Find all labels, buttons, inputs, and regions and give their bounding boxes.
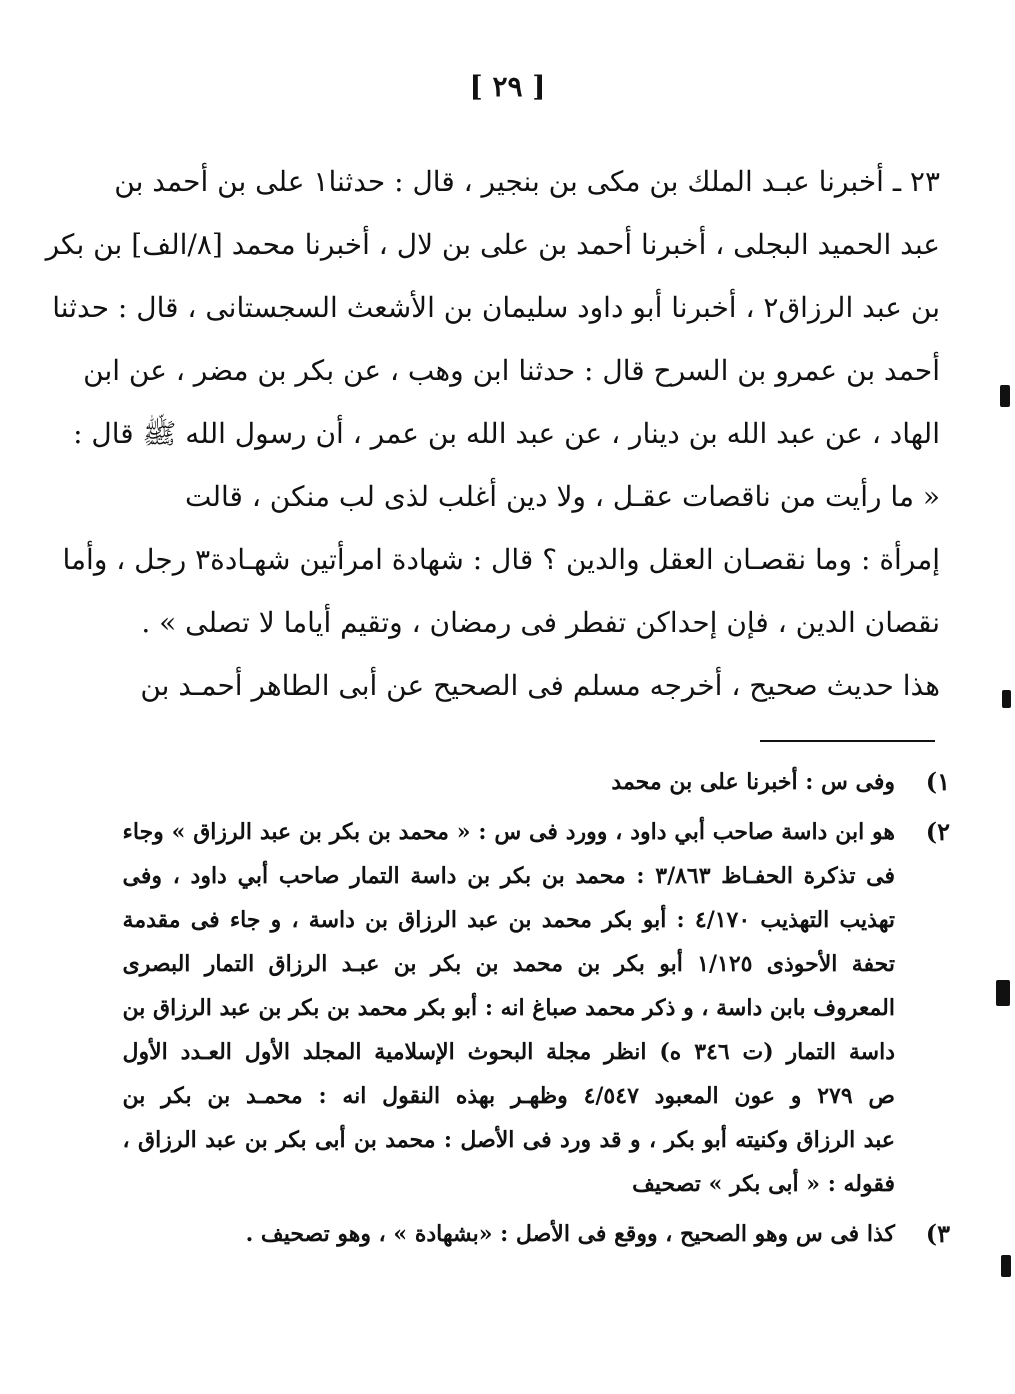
footnote-line: ص ٢٧٩ و عون المعبود ٤/٥٤٧ وظهـر بهذه النقول انه : محمـد بن بكر بن [122,1083,896,1109]
footnote-number: ٢) [925,817,950,846]
footnote-line: هو ابن داسة صاحب أبي داود ، وورد فى س : « محمد بن بكر بن عبد الرزاق » وجاء [122,819,895,845]
footnote-line: عبد الرزاق وكنيته أبو بكر ، و قد ورد فى الأصل : محمد بن أبى بكر بن عبد الرزاق ، [122,1127,895,1153]
scan-mark [996,980,1010,1006]
text-line: بن عبد الرزاق٢ ، أخبرنا أبو داود سليمان بن الأشعث السجستانى ، قال : حدثنا [52,291,940,324]
text-line: إمرأة : وما نقصـان العقل والدين ؟ قال : شهادة امرأتين شهـادة٣ رجل ، وأما [62,543,940,576]
footnote-separator [760,740,935,742]
text-line: أحمد بن عمرو بن السرح قال : حدثنا ابن وهب ، عن بكر بن مضر ، عن ابن [83,354,940,387]
footnote-line: داسة التمار (ت ٣٤٦ ه) انظر مجلة البحوث الإسلامية المجلد الأول العـدد الأول [122,1039,895,1065]
footnote-line: المعروف بابن داسة ، و ذكر محمد صباغ انه : أبو بكر محمد بن بكر بن عبد الرزاق بن [122,995,895,1021]
footnote-line: تحفة الأحوذى ١/١٢٥ أبو بكر بن محمد بن بكر بن عبـد الرزاق التمار البصرى [122,951,895,977]
footnote-2 [122,810,950,1206]
footnote-line: فقوله : « أبى بكر » تصحيف [632,1171,895,1197]
scan-mark [1000,385,1010,407]
text-line: عبد الحميد البجلى ، أخبرنا أحمد بن على بن لال ، أخبرنا محمد [٨/الف] بن بكر [45,228,940,261]
page-number: [ ٢٩ ] [469,70,546,103]
scan-mark [1001,1255,1011,1277]
scan-mark [1002,690,1011,708]
text-line: ٢٣ ـ أخبرنا عبـد الملك بن مكى بن بنجير ، قال : حدثنا١ على بن أحمد بن [114,165,940,198]
footnote-number: ١) [925,767,950,796]
footnotes [122,760,950,1262]
footnote-line: تهذيب التهذيب ٤/١٧٠ : أبو بكر محمد بن عبد الرزاق بن داسة ، و جاء فى مقدمة [122,907,895,933]
footnote-3 [210,1212,950,1256]
footnote-line: فى تذكرة الحفـاظ ٣/٨٦٣ : محمد بن بكر بن داسة التمار صاحب أبي داود ، وفى [122,863,896,889]
text-line: « ما رأيت من ناقصات عقـل ، ولا دين أغلب لذى لب منكن ، قالت [185,480,940,513]
main-text [45,150,940,717]
footnote-number: ٣) [925,1219,950,1248]
footnote-1 [210,760,950,804]
text-line: الهاد ، عن عبد الله بن دينار ، عن عبد الله بن عمر ، أن رسول الله ﷺ قال : [73,417,940,450]
text-line: نقصان الدين ، فإن إحداكن تفطر فى رمضان ، وتقيم أياما لا تصلى » . [141,606,940,639]
footnote-line: كذا فى س وهو الصحيح ، ووقع فى الأصل : «بشهادة » ، وهو تصحيف . [245,1221,895,1247]
footnote-line: وفى س : أخبرنا على بن محمد [611,769,895,795]
text-line: هذا حديث صحيح ، أخرجه مسلم فى الصحيح عن أبى الطاهر أحمـد بن [140,669,940,702]
